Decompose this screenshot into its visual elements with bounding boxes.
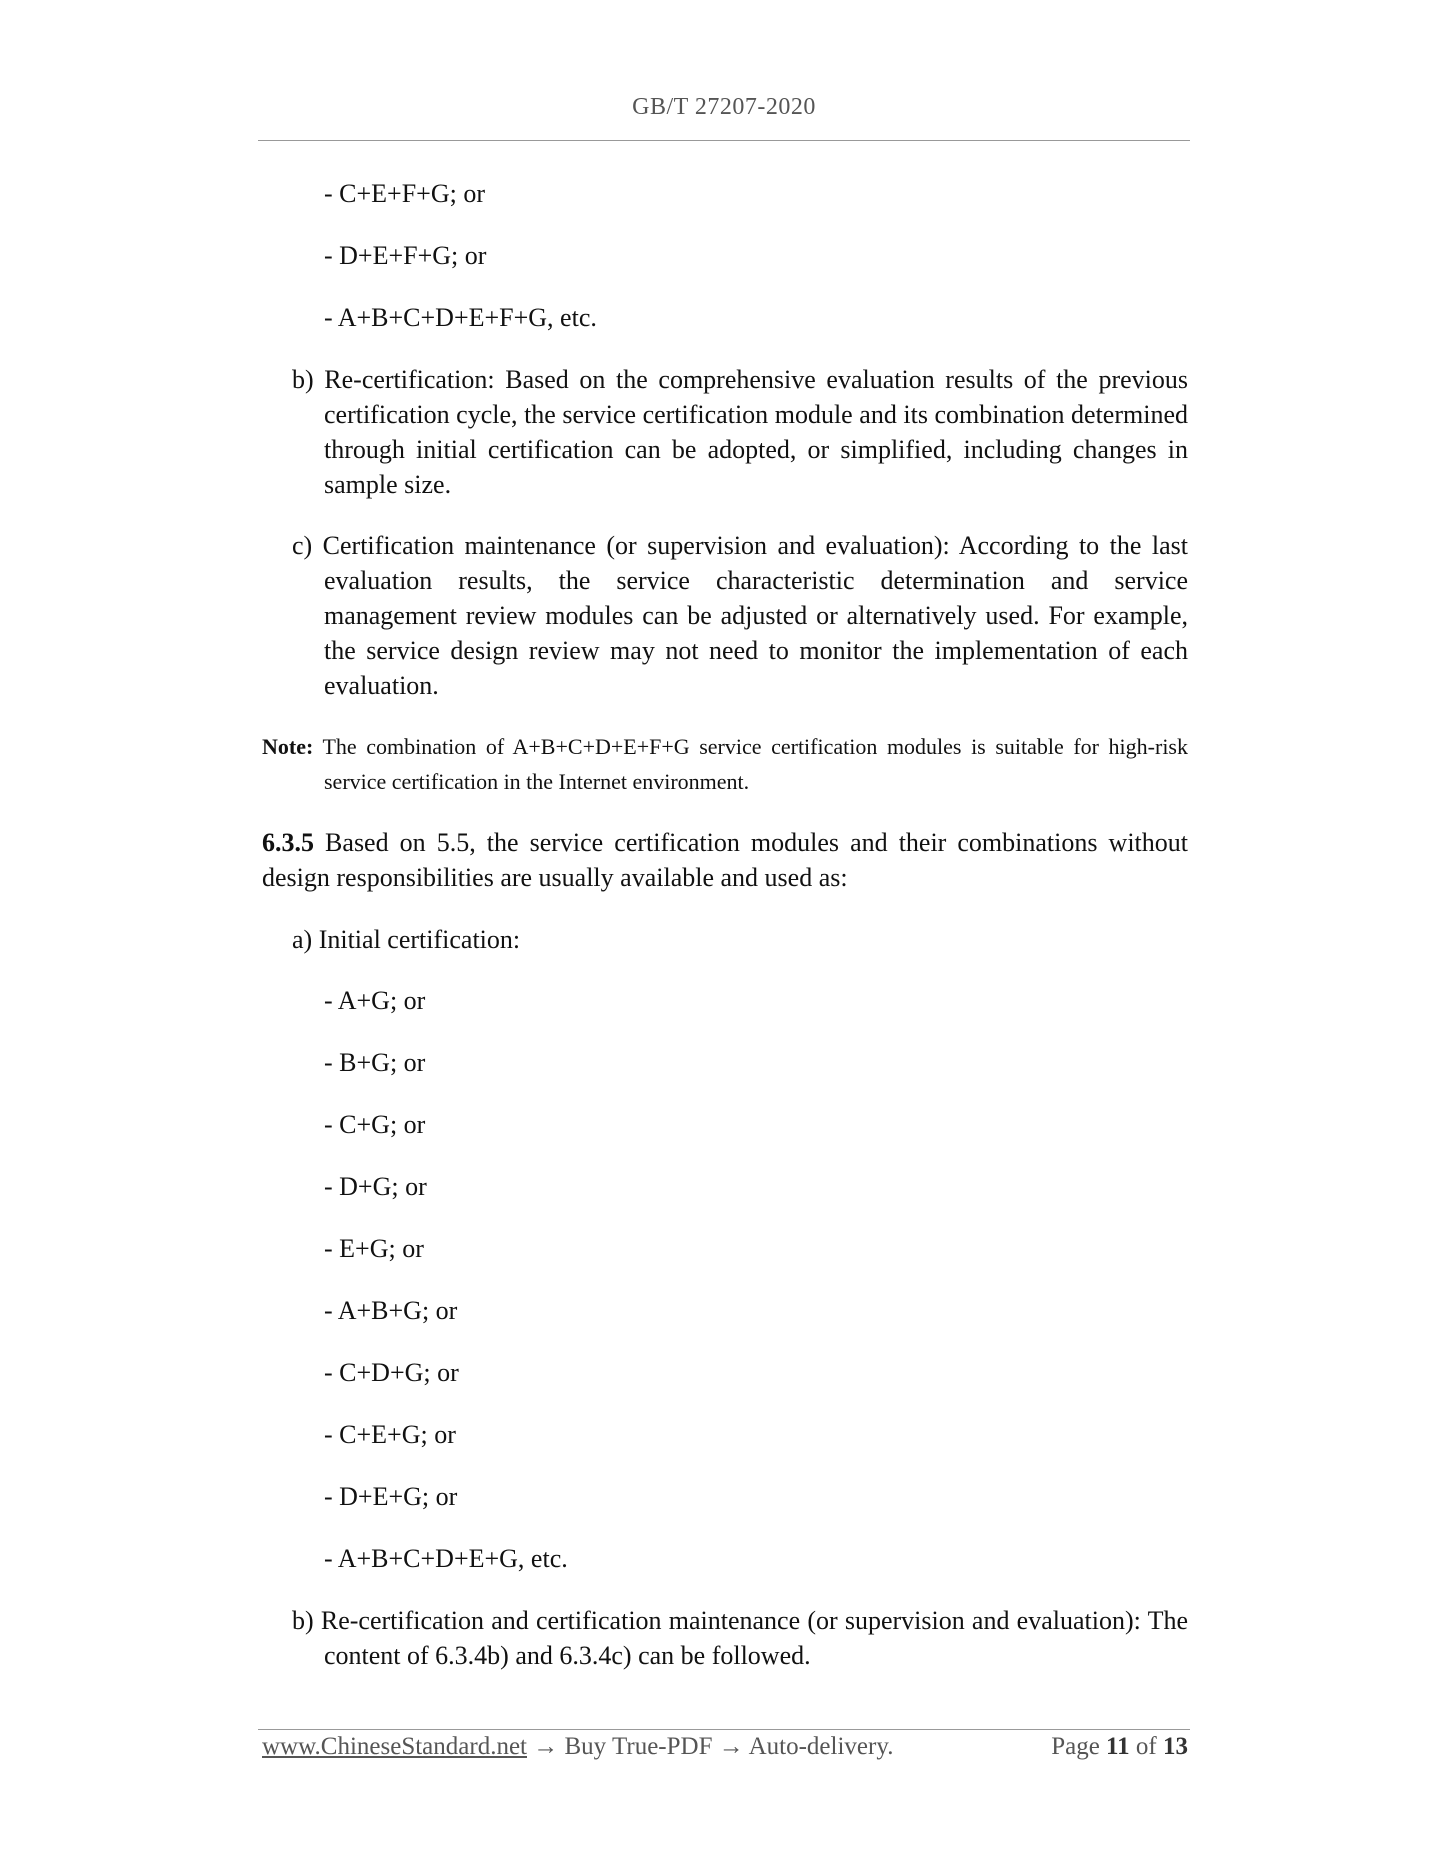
arrow-right-icon: →: [718, 1733, 744, 1760]
footer-divider: [258, 1729, 1190, 1730]
list-item: - A+G; or: [324, 986, 426, 1015]
header-divider: [258, 140, 1190, 141]
note-text: The combination of A+B+C+D+E+F+G service certification modules is suitable for high-risk service certification in the Internet environment.: [313, 734, 1188, 794]
list-item: - D+E+G; or: [324, 1482, 458, 1511]
footer-promo: [262, 1733, 893, 1761]
list-item: - D+E+F+G; or: [324, 241, 487, 270]
list-item: - E+G; or: [324, 1234, 424, 1263]
page-indicator: [1051, 1733, 1188, 1761]
list-item: - B+G; or: [324, 1048, 426, 1077]
list-item: - A+B+C+D+E+F+G, etc.: [324, 303, 597, 332]
page-current: 11: [1106, 1733, 1130, 1760]
of-word: of: [1129, 1733, 1163, 1760]
note-label: Note:: [262, 734, 314, 759]
item-a-initial-certification: a) Initial certification:: [292, 925, 521, 954]
clause-6-3-5: [262, 825, 1188, 895]
page-body: [262, 176, 1188, 1699]
page-total: 13: [1163, 1733, 1188, 1760]
item-c-maintenance: c) Certification maintenance (or supervision and evaluation): According to the last evaluation results, the service characteristic determination and service management review modules can be adjusted or alternatively used. For example, the service design review may not need to monitor the implementation of each evaluation.: [292, 531, 1188, 700]
arrow-right-icon: →: [533, 1733, 559, 1760]
document-header-id: GB/T 27207-2020: [632, 94, 816, 120]
buy-text: Buy True-PDF: [558, 1733, 719, 1760]
item-b-recertification: b) Re-certification: Based on the comprehensive evaluation results of the previous certification cycle, the service certification module and its combination determined through initial certification can be adopted, or simplified, including changes in sample size.: [292, 365, 1188, 499]
item-b-recertification-maintenance: b) Re-certification and certification maintenance (or supervision and evaluation): The content of 6.3.4b) and 6.3.4c) can be followed.: [292, 1606, 1188, 1670]
site-link[interactable]: www.ChineseStandard.net: [262, 1733, 527, 1760]
list-item: - A+B+C+D+E+G, etc.: [324, 1544, 568, 1573]
note-paragraph: [262, 729, 1188, 799]
delivery-text: Auto-delivery.: [743, 1733, 894, 1760]
page-word: Page: [1051, 1733, 1107, 1760]
clause-text: Based on 5.5, the service certification modules and their combinations without design responsibilities are usually available and used as:: [262, 828, 1188, 892]
list-item: - C+G; or: [324, 1110, 426, 1139]
list-item: - A+B+G; or: [324, 1296, 458, 1325]
page-footer: [262, 1733, 1188, 1767]
list-item: - C+D+G; or: [324, 1358, 459, 1387]
list-item: - C+E+G; or: [324, 1420, 456, 1449]
list-item: - C+E+F+G; or: [324, 179, 485, 208]
clause-number: 6.3.5: [262, 828, 314, 857]
list-item: - D+G; or: [324, 1172, 427, 1201]
